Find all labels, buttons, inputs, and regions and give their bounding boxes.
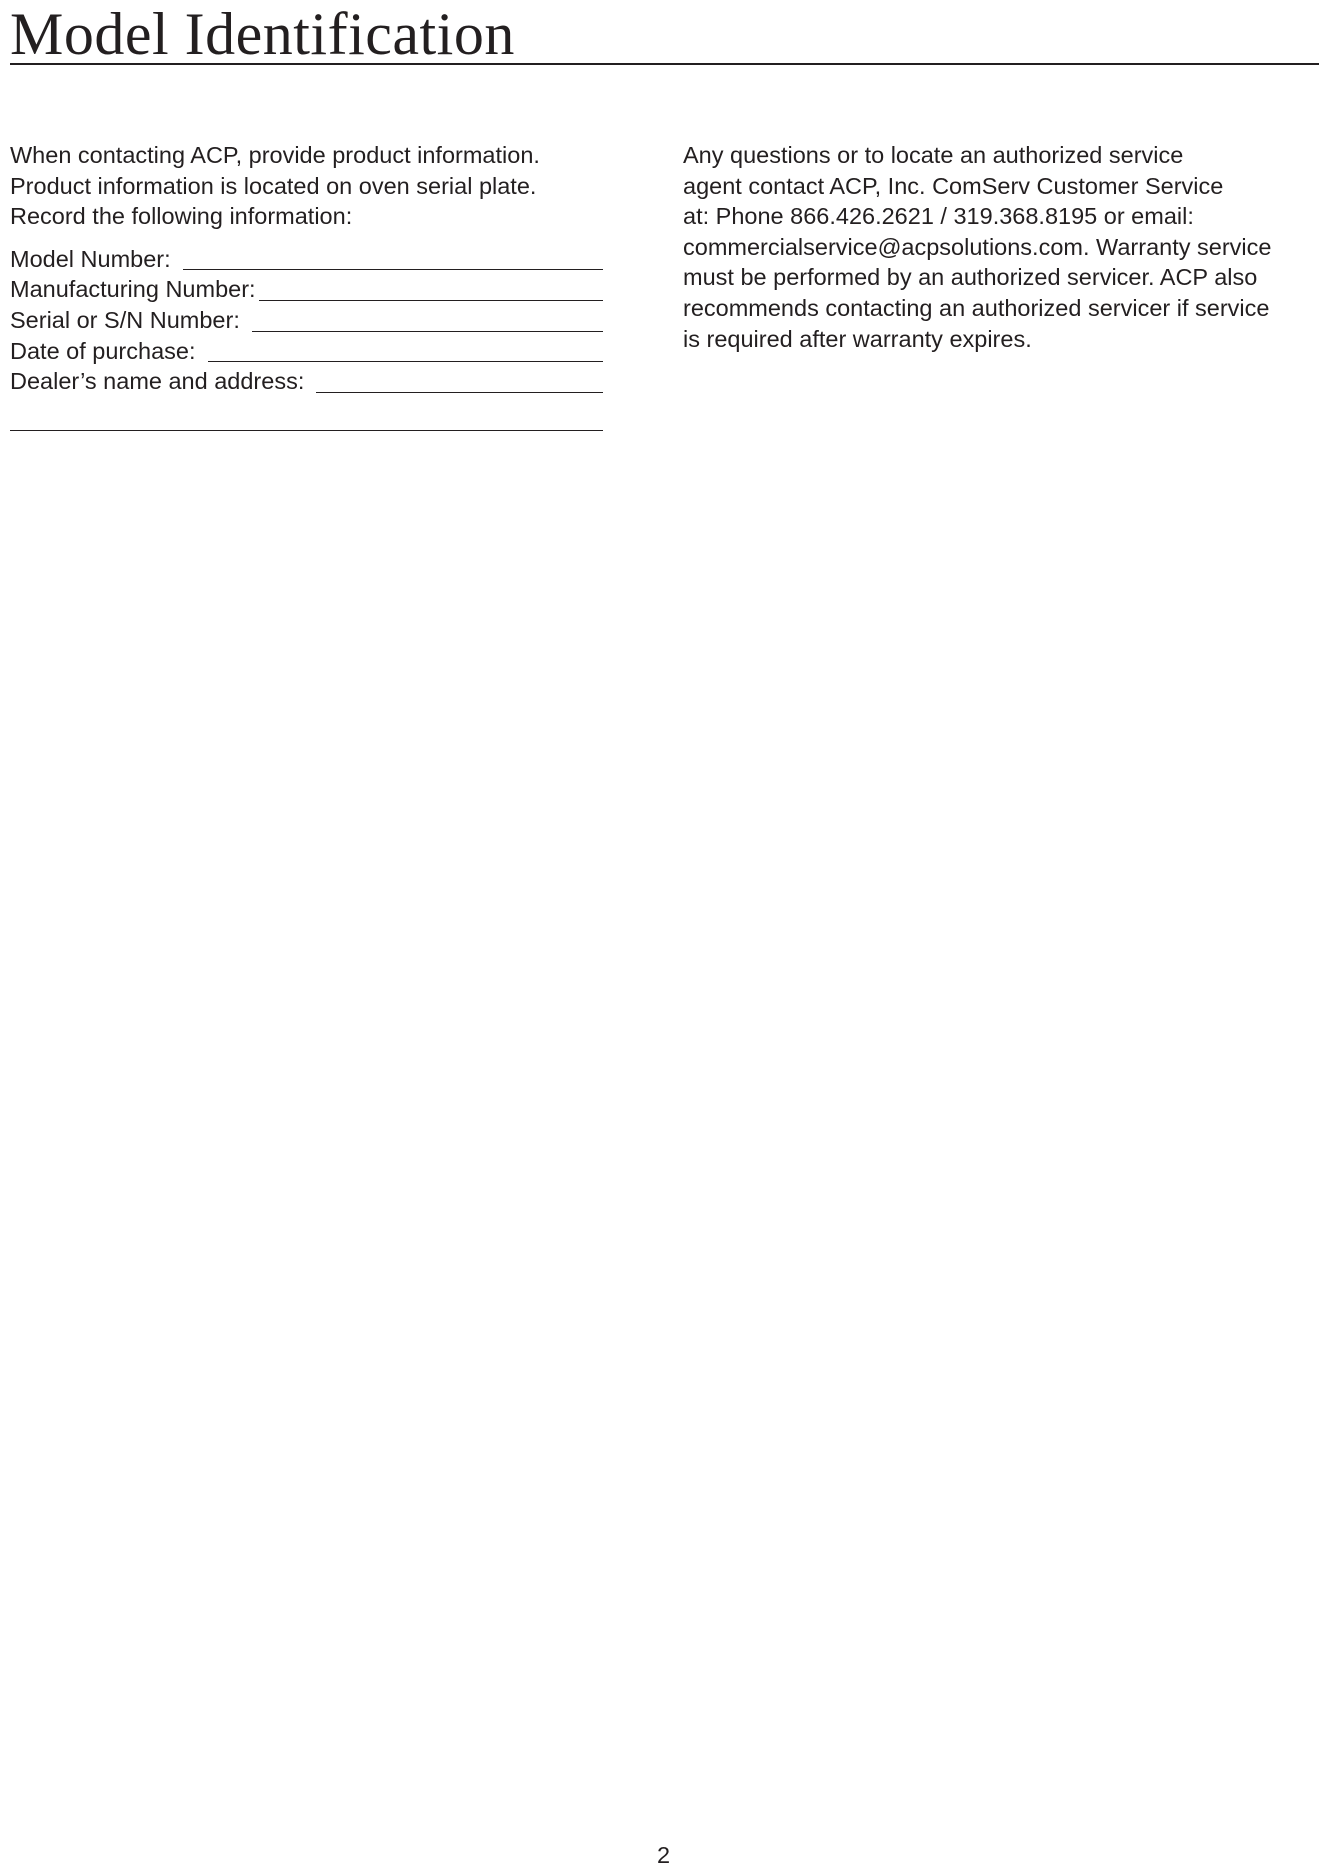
date-of-purchase-label: Date of purchase: — [10, 337, 196, 364]
title-divider — [10, 63, 1319, 65]
dealer-name-address-label: Dealer’s name and address: — [10, 368, 305, 395]
date-of-purchase-field — [10, 336, 603, 367]
intro-paragraph — [10, 140, 610, 232]
serial-number-field — [10, 305, 603, 336]
left-column — [10, 140, 610, 431]
page-title: Model Identification — [10, 1, 515, 67]
service-line: commercialservice@acpsolutions.com. Warranty service — [683, 233, 1272, 260]
service-line: is required after warranty expires. — [683, 325, 1032, 352]
service-line: must be performed by an authorized servicer. ACP also — [683, 264, 1258, 291]
right-column — [683, 140, 1323, 354]
service-line: recommends contacting an authorized servicer if service — [683, 294, 1270, 321]
intro-line: Product information is located on oven serial plate. — [10, 172, 537, 199]
intro-line: When contacting ACP, provide product information. — [10, 142, 540, 168]
service-line: at: Phone 866.426.2621 / 319.368.8195 or email: — [683, 203, 1194, 230]
product-info-form — [10, 244, 610, 397]
dealer-name-address-blank[interactable] — [316, 392, 603, 393]
service-line: agent contact ACP, Inc. ComServ Customer Service — [683, 172, 1224, 199]
model-number-blank[interactable] — [183, 269, 603, 270]
manufacturing-number-field — [10, 274, 603, 305]
serial-number-blank[interactable] — [252, 331, 603, 332]
service-contact-paragraph — [683, 140, 1323, 354]
manufacturing-number-label: Manufacturing Number: — [10, 276, 256, 303]
page-number: 2 — [656, 1842, 671, 1868]
manufacturing-number-blank[interactable] — [259, 300, 603, 301]
service-line: Any questions or to locate an authorized service — [683, 142, 1184, 168]
dealer-address-extra-blank[interactable] — [10, 430, 603, 431]
intro-line: Record the following information: — [10, 203, 353, 230]
date-of-purchase-blank[interactable] — [208, 361, 604, 362]
dealer-name-address-field — [10, 366, 603, 397]
serial-number-label: Serial or S/N Number: — [10, 306, 240, 333]
model-number-field — [10, 244, 603, 275]
model-number-label: Model Number: — [10, 245, 171, 272]
